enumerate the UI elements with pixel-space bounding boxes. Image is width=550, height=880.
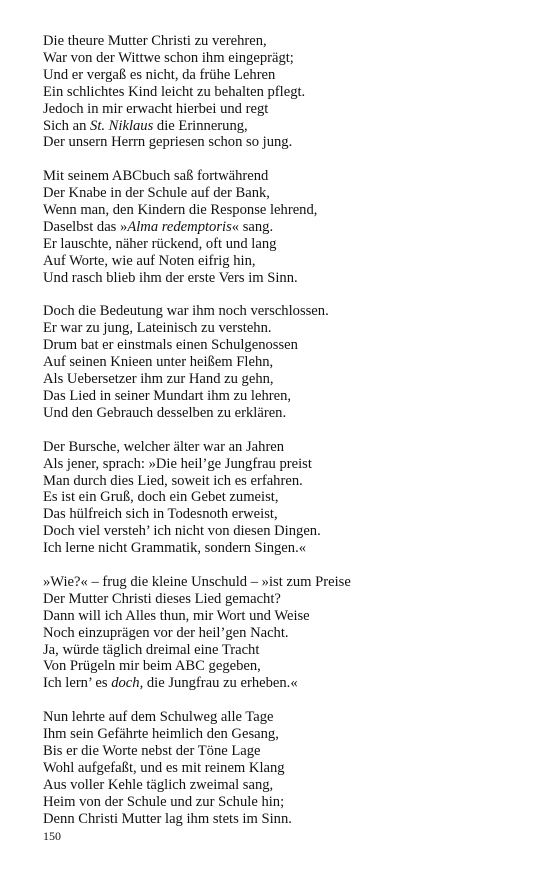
stanza	[43, 168, 523, 286]
verse-line: Ja, würde täglich dreimal eine Tracht	[43, 641, 260, 658]
stanza	[43, 439, 523, 557]
verse-line: Dann will ich Alles thun, mir Wort und Weise	[43, 607, 310, 624]
verse-line: Der Knabe in der Schule auf der Bank,	[43, 185, 270, 202]
verse-line: Bis er die Worte nebst der Töne Lage	[43, 742, 261, 759]
verse-line: Und den Gebrauch desselben zu erklären.	[43, 404, 287, 421]
verse-line: Die theure Mutter Christi zu verehren,	[43, 33, 267, 49]
verse-line: Sich an St. Niklaus die Erinnerung,	[43, 117, 248, 134]
verse-line: Der Mutter Christi dieses Lied gemacht?	[43, 590, 281, 607]
verse-line: Er lauschte, näher rückend, oft und lang	[43, 235, 277, 252]
verse-line: Man durch dies Lied, soweit ich es erfahren.	[43, 472, 303, 489]
verse-line: Und er vergaß es nicht, da frühe Lehren	[43, 66, 276, 83]
verse-line: Das hülfreich sich in Todesnoth erweist,	[43, 506, 278, 523]
verse-line: Aus voller Kehle täglich zweimal sang,	[43, 776, 274, 793]
verse-line: Als jener, sprach: »Die heil’ge Jungfrau preist	[43, 455, 312, 472]
verse-line: Heim von der Schule und zur Schule hin;	[43, 793, 285, 810]
verse-line: Und rasch blieb ihm der erste Vers im Sinn.	[43, 269, 298, 286]
page-number: 150	[43, 829, 61, 843]
verse-line: Es ist ein Gruß, doch ein Gebet zumeist,	[43, 489, 279, 506]
verse-line: Noch einzuprägen vor der heil’gen Nacht.	[43, 624, 289, 641]
verse-line: Ich lern’ es doch, die Jungfrau zu erheben.«	[43, 675, 298, 692]
verse-line: Von Prügeln mir beim ABC gegeben,	[43, 658, 261, 675]
stanza	[43, 33, 523, 151]
verse-line: Auf Worte, wie auf Noten eifrig hin,	[43, 252, 256, 269]
verse-line: Drum bat er einstmals einen Schulgenossen	[43, 337, 298, 354]
verse-line: Jedoch in mir erwacht hierbei und regt	[43, 100, 269, 117]
verse-line: Auf seinen Knieen unter heißem Flehn,	[43, 354, 274, 371]
verse-line: Mit seinem ABCbuch saß fortwährend	[43, 168, 269, 185]
verse-line: Denn Christi Mutter lag ihm stets im Sinn.	[43, 810, 292, 827]
verse-line: Wenn man, den Kindern die Response lehrend,	[43, 202, 318, 219]
verse-line: Daselbst das »Alma redemptoris« sang.	[43, 218, 274, 235]
verse-line: Doch die Bedeutung war ihm noch verschlossen.	[43, 303, 329, 320]
verse-line: Ich lerne nicht Grammatik, sondern Singen.«	[43, 540, 307, 557]
stanza	[43, 709, 523, 827]
stanza	[43, 574, 523, 692]
verse-line: Der unsern Herrn gepriesen schon so jung.	[43, 134, 293, 151]
verse-line: Wohl aufgefaßt, und es mit reinem Klang	[43, 759, 285, 776]
verse-line: Nun lehrte auf dem Schulweg alle Tage	[43, 709, 274, 726]
verse-line: Ein schlichtes Kind leicht zu behalten pflegt.	[43, 83, 306, 100]
verse-line: Das Lied in seiner Mundart ihm zu lehren,	[43, 388, 292, 404]
stanza	[43, 303, 523, 421]
verse-line: War von der Wittwe schon ihm eingeprägt;	[43, 49, 294, 66]
verse-line: Als Uebersetzer ihm zur Hand zu gehn,	[43, 371, 274, 388]
verse-line: Ihm sein Gefährte heimlich den Gesang,	[43, 726, 279, 743]
verse-line: Er war zu jung, Lateinisch zu verstehn.	[43, 320, 272, 337]
verse-line: Der Bursche, welcher älter war an Jahren	[43, 438, 285, 455]
verse-line: »Wie?« – frug die kleine Unschuld – »ist zum Preise	[43, 573, 351, 590]
poem-text-block	[43, 33, 523, 844]
verse-line: Doch viel versteh’ ich nicht von diesen Dingen.	[43, 523, 321, 540]
